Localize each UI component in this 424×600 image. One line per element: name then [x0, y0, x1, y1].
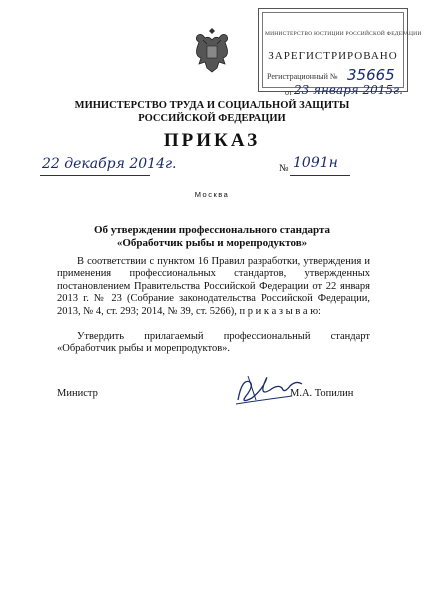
ministry-title — [0, 99, 424, 125]
city: Москва — [194, 190, 230, 199]
signer-position: Министр — [57, 388, 98, 399]
signer-name: М.А. Топилин — [290, 388, 354, 399]
stamp-reg-number: 35665 — [347, 66, 395, 84]
stamp-reg-label: Регистрационный № — [267, 72, 338, 81]
order-date: 22 декабря 2014г. — [42, 156, 177, 172]
subject-line2: «Обработчик рыбы и морепродуктов» — [116, 237, 308, 249]
stamp-registered: ЗАРЕГИСТРИРОВАНО — [268, 50, 398, 62]
ministry-title-line1: МИНИСТЕРСТВО ТРУДА И СОЦИАЛЬНОЙ ЗАЩИТЫ — [74, 100, 350, 111]
order-number-label: № — [279, 163, 289, 174]
ministry-title-line2: РОССИЙСКОЙ ФЕДЕРАЦИИ — [138, 113, 286, 124]
stamp-reg-date: 23 января 2015г. — [294, 83, 403, 97]
order-date-underline — [40, 175, 150, 176]
registration-stamp — [258, 8, 422, 97]
stamp-ministry: МИНИСТЕРСТВО ЮСТИЦИИ РОССИЙСКОЙ ФЕДЕРАЦИИ — [265, 31, 422, 37]
order-number: 1091н — [293, 155, 338, 171]
body-paragraph: В соответствии с пунктом 16 Правил разработки, утверждения и применения профессиональных стандартов, утвержденных постановлением Правительства Российской Федерации от 22 января 2013 г. № 23 (Собрание законодательства Российской Федерации, 2013, № 4, ст. 293; 2014, № 39, ст. 5266), п р и к а з ы в а ю: — [57, 256, 370, 317]
order-title: ПРИКАЗ — [163, 130, 261, 151]
subject-line1: Об утверждении профессионального стандарта — [93, 224, 331, 236]
coat-of-arms-icon — [193, 28, 231, 74]
order-number-underline — [290, 175, 350, 176]
body-paragraph: Утвердить прилагаемый профессиональный стандарт «Обработчик рыбы и морепродуктов». — [57, 331, 370, 355]
stamp-date-label: от — [285, 88, 293, 97]
order-subject — [0, 224, 424, 250]
order-body — [57, 256, 370, 356]
